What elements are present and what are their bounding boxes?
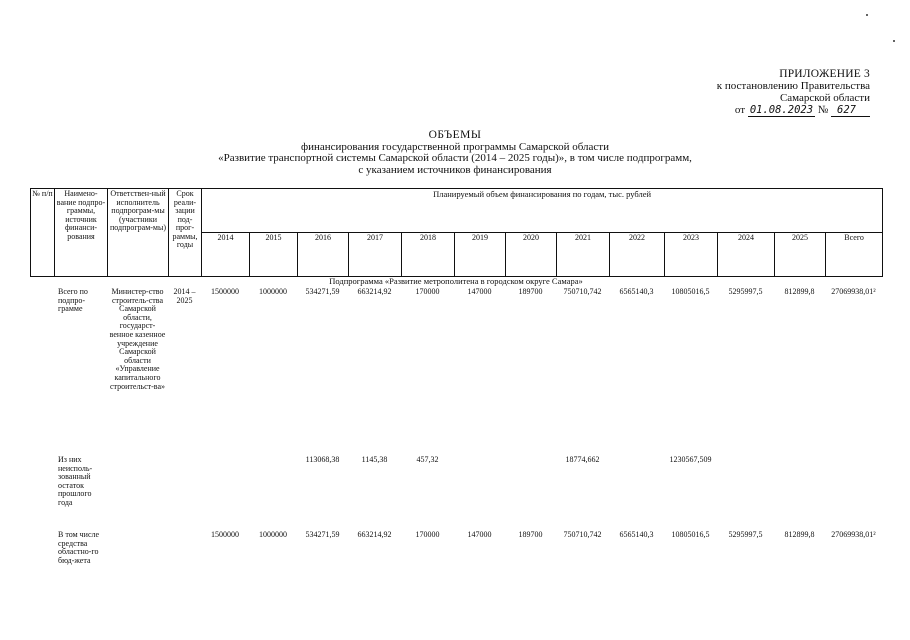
header-term: Срок реали-зации под-прог-раммы, годы <box>169 189 202 277</box>
header-year: 2025 <box>775 233 826 277</box>
appendix-block <box>717 68 870 116</box>
row-value: 1500000 <box>211 287 239 296</box>
row-value: 663214,92 <box>357 530 392 539</box>
header-year: 2021 <box>557 233 610 277</box>
heading-line-3: с указанием источников финансирования <box>358 163 552 176</box>
row-value: 457,32 <box>416 455 439 464</box>
header-year: 2018 <box>402 233 455 277</box>
header-planned: Планируемый объем финансирования по годам, тыс. рублей <box>202 189 883 233</box>
header-responsible: Ответствен-ный исполнитель подпрограм-мы (участники подпрограм-мы) <box>108 189 169 277</box>
row-label: Из них неисполь-зованный остаток прошлого года <box>58 455 93 507</box>
row-value: 663214,92 <box>357 287 392 296</box>
row-value: 5295997,5 <box>728 530 763 539</box>
row-value: 1500000 <box>211 530 239 539</box>
row-value: 5295997,5 <box>728 287 763 296</box>
row-value: 10805016,5 <box>671 530 710 539</box>
header-year: 2023 <box>665 233 718 277</box>
header-year: 2019 <box>455 233 506 277</box>
header-year: 2015 <box>250 233 298 277</box>
row-value: 170000 <box>415 287 440 296</box>
scan-speck <box>866 14 868 16</box>
appendix-title: ПРИЛОЖЕНИЕ 3 <box>779 68 870 80</box>
header-year: 2016 <box>298 233 349 277</box>
subprogram-title: Подпрограмма «Развитие метрополитена в городском округе Самара» <box>329 276 583 286</box>
row-value: 6565140,3 <box>619 530 654 539</box>
handwritten-date: 01.08.2023 <box>749 104 814 116</box>
header-year: 2020 <box>506 233 557 277</box>
row-total: 27069938,01² <box>831 287 876 296</box>
row-value: 750710,742 <box>563 530 602 539</box>
row-value: 170000 <box>415 530 440 539</box>
handwritten-number: 627 <box>831 104 870 117</box>
row-label: Всего по подпро-грамме <box>58 287 88 314</box>
scan-speck <box>893 40 895 42</box>
row-responsible: Министер-ство строитель-ства Самарской области, государст-венное казенное учреждение Самарской области «Управление капитального строительст-ва» <box>109 287 166 391</box>
header-year: 2014 <box>202 233 250 277</box>
row-value: 113068,38 <box>305 455 340 464</box>
number-prefix: № <box>817 104 829 116</box>
row-term: 2014 – 2025 <box>173 287 196 305</box>
header-total: Всего <box>826 233 883 277</box>
financing-table-header <box>30 188 883 277</box>
row-value: 6565140,3 <box>619 287 654 296</box>
header-year: 2024 <box>718 233 775 277</box>
appendix-date-line <box>717 104 870 116</box>
row-value: 18774,662 <box>565 455 600 464</box>
header-year: 2022 <box>610 233 665 277</box>
row-value: 750710,742 <box>563 287 602 296</box>
row-value: 812899,8 <box>784 530 815 539</box>
heading-title: ОБЪЕМЫ <box>428 129 482 141</box>
row-value: 10805016,5 <box>671 287 710 296</box>
row-value: 1000000 <box>259 287 287 296</box>
row-value: 147000 <box>467 287 492 296</box>
row-value: 189700 <box>518 530 543 539</box>
appendix-line-2: Самарской области <box>779 92 870 104</box>
header-year: 2017 <box>349 233 402 277</box>
row-value: 1000000 <box>259 530 287 539</box>
heading-line-2: «Развитие транспортной системы Самарской области (2014 – 2025 годы)», в том числе подпрограмм, <box>218 152 692 164</box>
heading-line-1: финансирования государственной программы Самарской области <box>300 140 609 153</box>
row-label: В том числе средства областно-го бюд-жета <box>58 530 100 565</box>
row-value: 534271,59 <box>305 287 340 296</box>
header-num: № п/п <box>31 189 55 277</box>
document-heading <box>0 130 910 176</box>
row-value: 189700 <box>518 287 543 296</box>
date-prefix: от <box>734 104 746 116</box>
row-value: 1145,38 <box>361 455 388 464</box>
row-value: 147000 <box>467 530 492 539</box>
row-value: 534271,59 <box>305 530 340 539</box>
row-value: 812899,8 <box>784 287 815 296</box>
header-name: Наимено-вание подпро-граммы, источник финанси-рования <box>55 189 108 277</box>
row-total: 27069938,01² <box>831 530 876 539</box>
row-value: 1230567,509 <box>669 455 712 464</box>
appendix-line-1: к постановлению Правительства <box>716 80 870 92</box>
